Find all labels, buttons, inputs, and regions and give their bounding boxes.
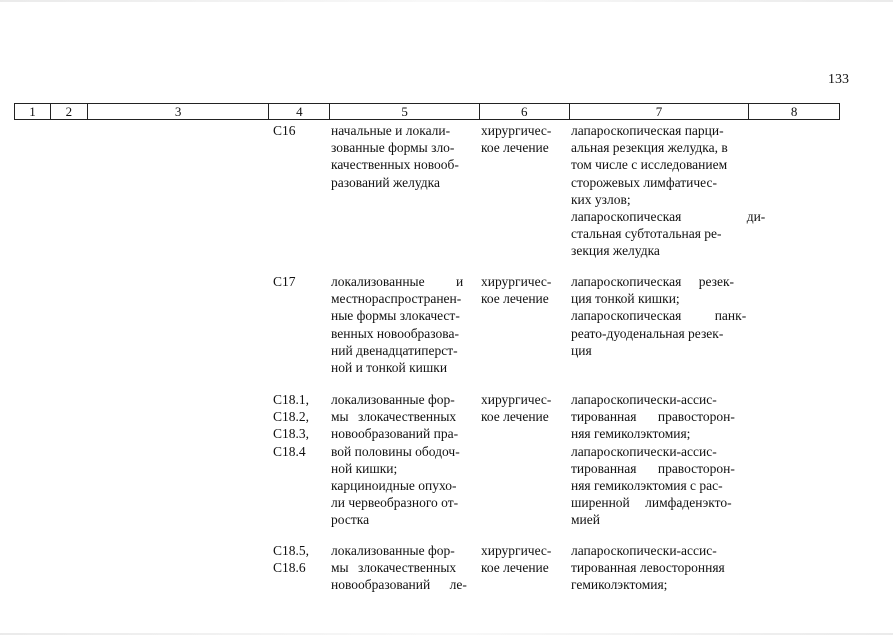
header-col-6: 6 xyxy=(480,104,570,119)
icd-code: C16 xyxy=(273,123,296,138)
diagnosis-cell xyxy=(331,391,475,529)
header-col-4: 4 xyxy=(269,104,330,119)
diagnosis-line: ные формы злокачест- xyxy=(331,308,460,324)
icd-code: C17 xyxy=(273,274,296,289)
icd-code: C18.6 xyxy=(273,560,306,576)
treatment-cell xyxy=(481,391,565,425)
diagnosis-line: ли червеобразного от- xyxy=(331,495,459,511)
diagnosis-line-text: начальные и локали- xyxy=(331,123,451,138)
method-line: альная резекция желудка, в xyxy=(571,140,728,156)
diagnosis-line: локализованные фор- xyxy=(331,543,455,558)
treatment-line: кое лечение xyxy=(481,140,549,156)
table-header-row xyxy=(14,103,840,120)
page-number: 133 xyxy=(828,72,849,87)
diagnosis-line: венных новообразова- xyxy=(331,325,459,341)
icd-codes-cell xyxy=(273,391,325,460)
diagnosis-line: мы злокачественных xyxy=(331,560,457,576)
header-col-8: 8 xyxy=(790,104,798,119)
treatment-line: кое лечение xyxy=(481,560,549,576)
icd-code: C18.3, xyxy=(273,426,310,442)
diagnosis-line: разований желудка xyxy=(331,174,440,190)
method-line: сторожевых лимфатичес- xyxy=(571,174,717,190)
header-col-5: 5 xyxy=(330,104,480,119)
diagnosis-line: качественных новооб- xyxy=(331,157,459,173)
diagnosis-line: локализованные фор- xyxy=(331,392,455,407)
diagnosis-line: новообразований пра- xyxy=(331,426,459,442)
method-line: лапароскопическая парци- xyxy=(571,123,724,138)
method-line: лапароскопически-ассис- xyxy=(571,392,717,407)
method-line: лапароскопически-ассис- xyxy=(571,443,717,459)
icd-code: C18.2, xyxy=(273,409,310,425)
treatment-line: хирургичес- xyxy=(481,123,552,138)
treatment-line: хирургичес- xyxy=(481,392,552,407)
method-line: стальная субтотальная ре- xyxy=(571,226,722,242)
method-line: няя гемиколэктомия; xyxy=(571,426,691,442)
scan-bottom-edge xyxy=(0,633,893,635)
method-line: тированная правосторон- xyxy=(571,460,735,476)
diagnosis-line: новообразований ле- xyxy=(331,577,467,593)
diagnosis-cell xyxy=(331,273,475,376)
method-line: лапароскопически-ассис- xyxy=(571,543,717,558)
method-line: реато-дуоденальная резек- xyxy=(571,325,724,341)
method-cell xyxy=(571,391,746,529)
method-line: лапароскопическая ди- xyxy=(571,209,766,225)
method-line: ция тонкой кишки; xyxy=(571,291,680,307)
diagnosis-line: зованные формы зло- xyxy=(331,140,455,156)
icd-code: C18.1, xyxy=(273,392,310,407)
icd-codes-cell xyxy=(273,273,325,290)
method-line: лапароскопическая резек- xyxy=(571,274,734,289)
method-line: зекция желудка xyxy=(571,243,660,259)
method-line: ширенной лимфаденэкто- xyxy=(571,495,732,511)
method-line: гемиколэктомия; xyxy=(571,577,668,593)
header-col-2: 2 xyxy=(51,104,88,119)
treatment-line: хирургичес- xyxy=(481,543,552,558)
method-cell xyxy=(571,122,766,260)
diagnosis-cell xyxy=(331,542,475,594)
header-col-1: 1 xyxy=(15,104,51,119)
method-line: лапароскопическая панк- xyxy=(571,308,747,324)
icd-code: C18.4 xyxy=(273,443,306,459)
diagnosis-line: местнораспространен- xyxy=(331,291,462,307)
diagnosis-line: карциноидные опухо- xyxy=(331,478,457,494)
treatment-line: кое лечение xyxy=(481,409,549,425)
method-cell xyxy=(571,273,746,359)
scan-top-edge xyxy=(0,0,893,2)
diagnosis-cell xyxy=(331,122,475,191)
diagnosis-line: ний двенадцатиперст- xyxy=(331,342,458,358)
icd-codes-cell xyxy=(273,122,325,139)
treatment-cell xyxy=(481,122,565,156)
method-line: няя гемиколэктомия с рас- xyxy=(571,478,723,494)
diagnosis-line: ной кишки; xyxy=(331,460,398,476)
method-line: тированная левосторонняя xyxy=(571,560,725,576)
method-cell xyxy=(571,542,746,594)
diagnosis-line xyxy=(331,122,475,139)
method-line: ких узлов; xyxy=(571,191,631,207)
diagnosis-line: ной и тонкой кишки xyxy=(331,360,448,376)
header-col-3: 3 xyxy=(88,104,270,119)
icd-codes-cell xyxy=(273,542,325,576)
treatment-line: хирургичес- xyxy=(481,274,552,289)
method-line: том числе с исследованием xyxy=(571,157,728,173)
diagnosis-line: мы злокачественных xyxy=(331,409,457,425)
header-col-7: 7 xyxy=(570,104,750,119)
method-line: мией xyxy=(571,512,600,528)
treatment-cell xyxy=(481,273,565,307)
method-line: тированная правосторон- xyxy=(571,409,735,425)
method-line: ция xyxy=(571,342,592,358)
diagnosis-line: вой половины ободоч- xyxy=(331,443,460,459)
treatment-cell xyxy=(481,542,565,576)
treatment-line: кое лечение xyxy=(481,291,549,307)
diagnosis-line: ростка xyxy=(331,512,370,528)
icd-code: C18.5, xyxy=(273,543,310,558)
diagnosis-line: локализованные и xyxy=(331,274,464,289)
